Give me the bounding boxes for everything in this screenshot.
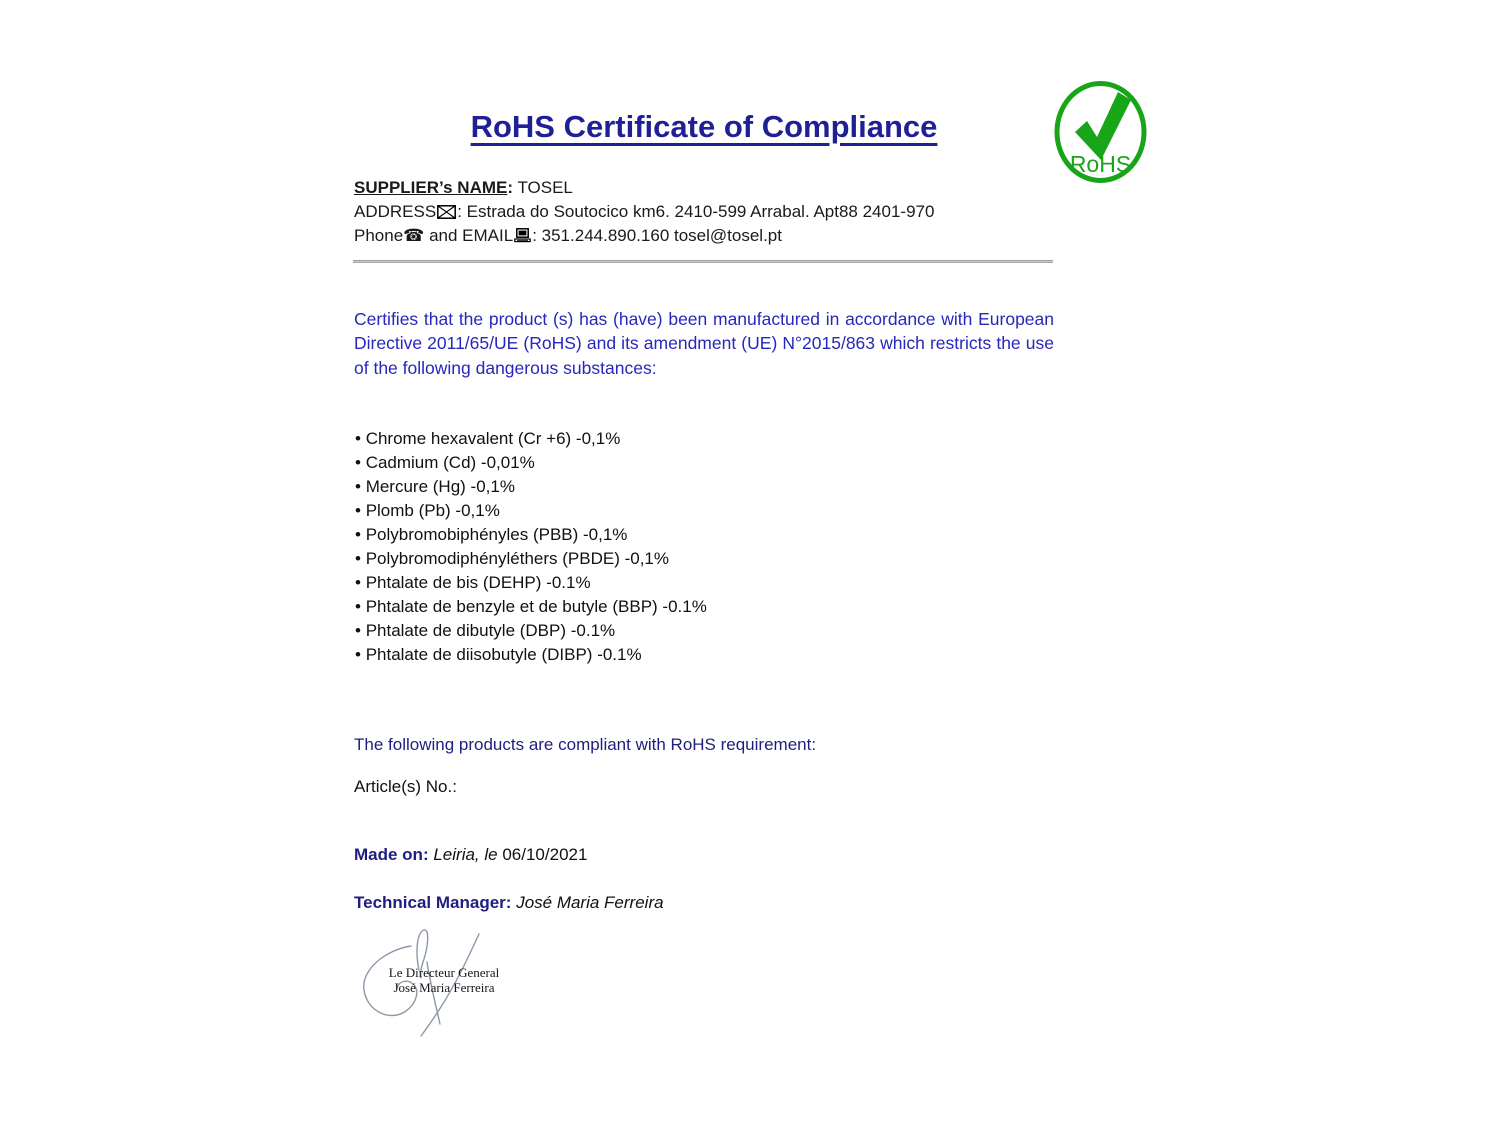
substance-item: • Mercure (Hg) -0,1% <box>355 475 707 499</box>
substance-item: • Phtalate de benzyle et de butyle (BBP) -0.1% <box>355 595 707 619</box>
substances-list <box>355 427 707 667</box>
rohs-logo-label: RoHS <box>1069 151 1132 177</box>
technical-manager-label: Technical Manager: <box>354 893 512 912</box>
substance-item: • Cadmium (Cd) -0,01% <box>355 451 707 475</box>
compliance-statement: The following products are compliant with RoHS requirement: <box>354 735 817 754</box>
technical-manager-name: José Maria Ferreira <box>516 893 664 912</box>
address-label: ADDRESS <box>354 202 437 221</box>
supplier-contact-line <box>354 224 1064 248</box>
phone-icon: ☎ <box>403 226 425 245</box>
substance-item: • Phtalate de bis (DEHP) -0.1% <box>355 571 707 595</box>
supplier-name-colon: : <box>507 178 514 197</box>
substance-item: • Phtalate de diisobutyle (DIBP) -0.1% <box>355 643 707 667</box>
supplier-name-label: SUPPLIER’s NAME <box>354 178 508 197</box>
signature-text <box>369 966 519 995</box>
substance-item: • Polybromodiphényléthers (PBDE) -0,1% <box>355 547 707 571</box>
articles-label: Article(s) No.: <box>354 777 457 796</box>
rohs-logo <box>1052 80 1149 184</box>
substance-item: • Plomb (Pb) -0,1% <box>355 499 707 523</box>
page-title: RoHS Certificate of Compliance <box>470 108 938 144</box>
substance-item: • Chrome hexavalent (Cr +6) -0,1% <box>355 427 707 451</box>
made-on-place: Leiria, le <box>433 845 498 864</box>
supplier-name-line <box>354 176 1064 200</box>
supplier-name-value: TOSEL <box>517 178 573 197</box>
address-value: : Estrada do Soutocico km6. 2410-599 Arrabal. Apt88 2401-970 <box>457 202 935 221</box>
substance-item: • Phtalate de dibutyle (DBP) -0.1% <box>355 619 707 643</box>
substance-item: • Polybromobiphényles (PBB) -0,1% <box>355 523 707 547</box>
checkmark-icon <box>1075 92 1131 160</box>
email-label: and EMAIL <box>429 226 514 245</box>
made-on-label: Made on: <box>354 845 429 864</box>
made-on-line <box>354 845 587 865</box>
computer-icon <box>514 228 531 243</box>
envelope-icon <box>437 205 456 219</box>
phone-label: Phone <box>354 226 404 245</box>
contact-value: : 351.244.890.160 tosel@tosel.pt <box>532 226 782 245</box>
signature-name: José Maria Ferreira <box>393 979 495 995</box>
certification-paragraph: Certifies that the product (s) has (have) been manufactured in accordance with European Directive 2011/65/UE (RoHS) and its amendment (UE) N°2015/863 which restricts the use of the following dangerous substances: <box>354 309 1054 378</box>
signature-title: Le Directeur General <box>388 965 500 980</box>
divider-rule <box>353 260 1053 263</box>
supplier-block <box>354 176 1064 248</box>
supplier-address-line <box>354 200 1064 224</box>
technical-manager-line <box>354 893 664 913</box>
made-on-date: 06/10/2021 <box>502 845 588 864</box>
